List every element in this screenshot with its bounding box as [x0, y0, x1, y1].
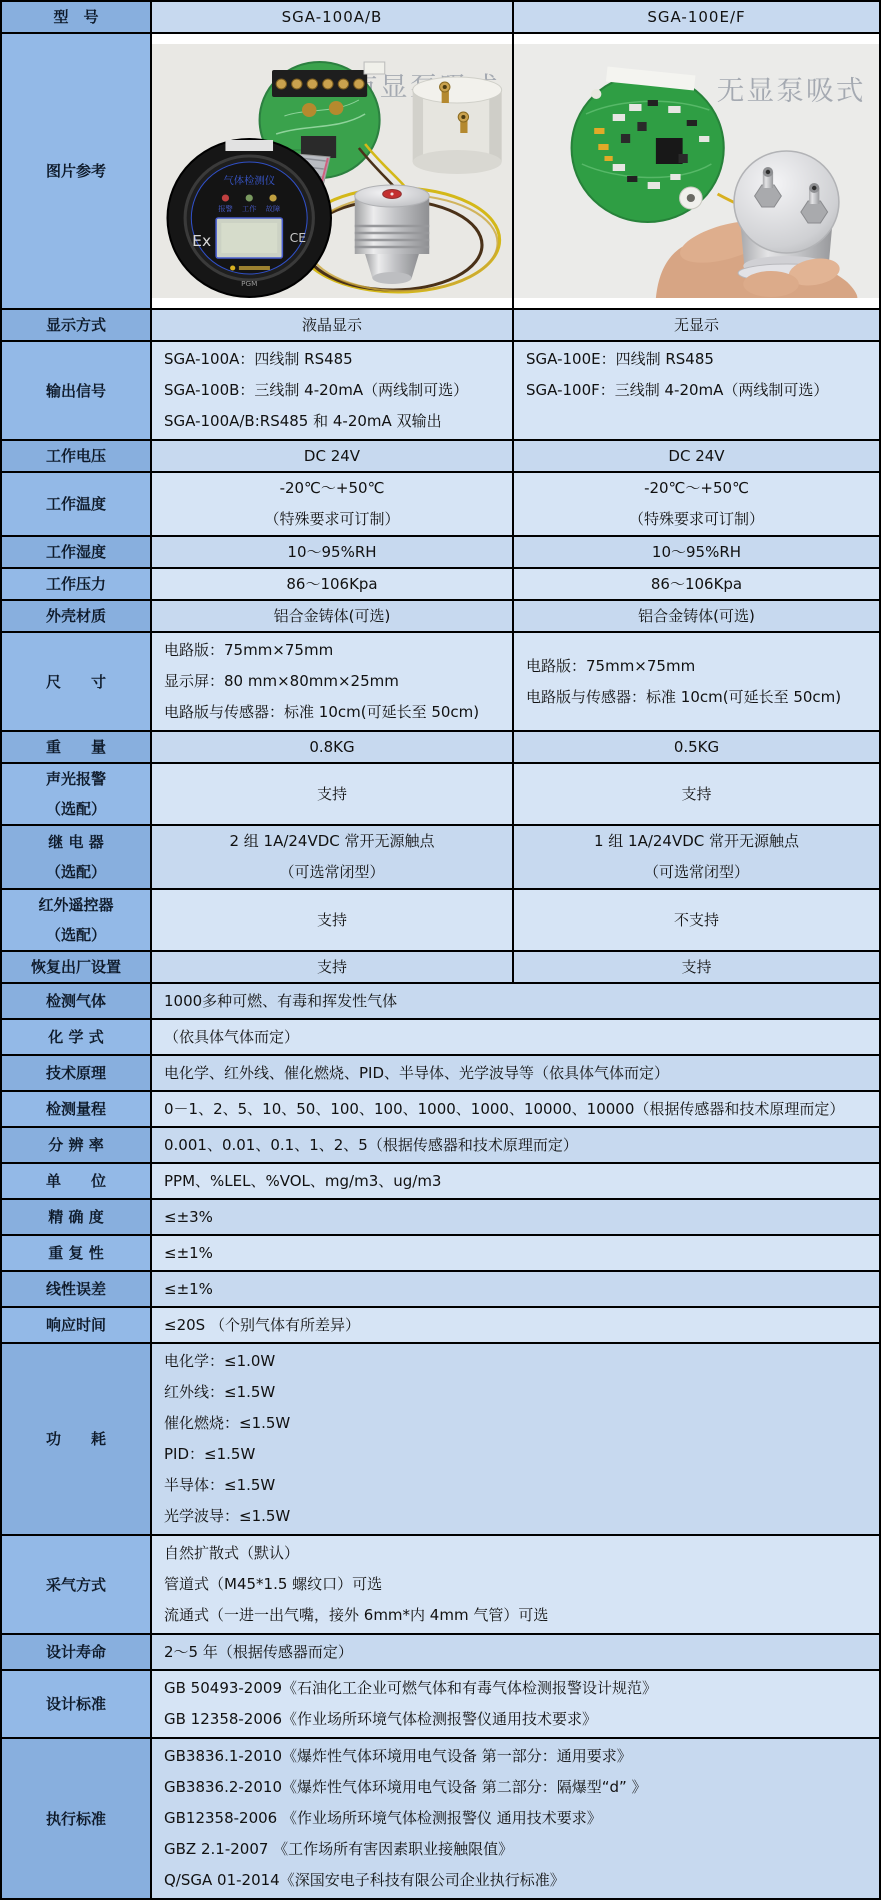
row-label-line1: 声光报警 — [45, 770, 106, 788]
value-b — [513, 341, 880, 440]
value-line: 光学波导：≤1.5W — [164, 1507, 291, 1525]
row-label: 化 学 式 — [1, 1019, 151, 1055]
value-b: 86～106Kpa — [513, 568, 880, 600]
value-b: 铝合金铸体(可选) — [513, 600, 880, 632]
row-label: 设计寿命 — [1, 1634, 151, 1670]
photo-row-label: 图片参考 — [1, 33, 151, 309]
value-line: 流通式（一进一出气嘴，接外 6mm*内 4mm 气管）可选 — [164, 1606, 549, 1624]
value-span — [151, 1738, 880, 1899]
spec-row-working-pressure — [1, 568, 880, 600]
value-line: PID：≤1.5W — [164, 1445, 256, 1463]
value-span: 1000多种可燃、有毒和挥发性气体 — [151, 983, 880, 1019]
value-span — [151, 1535, 880, 1634]
row-label — [1, 825, 151, 889]
value-line: 管道式（M45*1.5 螺纹口）可选 — [164, 1575, 383, 1593]
photo-row — [1, 33, 880, 309]
value-line: 显示屏：80 mm×80mm×25mm — [164, 672, 399, 690]
value-span: 0.001、0.01、0.1、1、2、5（根据传感器和技术原理而定） — [151, 1127, 880, 1163]
spec-row-factory-reset — [1, 951, 880, 983]
value-line: 自然扩散式（默认） — [164, 1544, 300, 1562]
row-label: 响应时间 — [1, 1307, 151, 1343]
value-a: DC 24V — [151, 440, 513, 472]
spec-row-working-voltage — [1, 440, 880, 472]
row-label: 检测量程 — [1, 1091, 151, 1127]
spec-row-shell-material — [1, 600, 880, 632]
row-label — [1, 889, 151, 951]
value-span: PPM、%LEL、%VOL、mg/m3、ug/m3 — [151, 1163, 880, 1199]
row-label: 技术原理 — [1, 1055, 151, 1091]
spec-row-ir-remote — [1, 889, 880, 951]
value-b: DC 24V — [513, 440, 880, 472]
value-b — [513, 825, 880, 889]
value-b: 无显示 — [513, 309, 880, 341]
row-label: 恢复出厂设置 — [1, 951, 151, 983]
row-label: 工作电压 — [1, 440, 151, 472]
value-line: 电路版与传感器：标准 10cm(可延长至 50cm) — [526, 687, 842, 706]
value-span: （依具体气体而定） — [151, 1019, 880, 1055]
value-line: SGA-100F：三线制 4-20mA（两线制可选） — [526, 381, 829, 399]
row-label — [1, 763, 151, 825]
row-label: 分 辨 率 — [1, 1127, 151, 1163]
row-label: 工作温度 — [1, 472, 151, 536]
model-name-b: SGA-100E/F — [513, 1, 880, 33]
spec-row-detection-range — [1, 1091, 880, 1127]
value-a: 支持 — [151, 889, 513, 951]
spec-row-unit — [1, 1163, 880, 1199]
value-a: 86～106Kpa — [151, 568, 513, 600]
spec-row-response-time — [1, 1307, 880, 1343]
value-line: SGA-100B：三线制 4-20mA（两线制可选） — [164, 381, 469, 399]
spec-row-weight — [1, 731, 880, 763]
spec-row-accuracy — [1, 1199, 880, 1235]
value-line: （可选常闭型） — [643, 863, 749, 881]
spec-row-technical-principle — [1, 1055, 880, 1091]
value-line: SGA-100A/B:RS485 和 4-20mA 双输出 — [164, 412, 442, 430]
row-label-line2: （选配） — [45, 926, 106, 944]
spec-row-power-consumption — [1, 1343, 880, 1535]
row-label: 外壳材质 — [1, 600, 151, 632]
product-photo-left-graphic — [152, 44, 512, 298]
value-line: （特殊要求可订制） — [628, 510, 764, 528]
row-label: 设计标准 — [1, 1670, 151, 1738]
product-photo-right — [513, 33, 880, 309]
value-line: 半导体：≤1.5W — [164, 1476, 276, 1494]
model-name-a: SGA-100A/B — [151, 1, 513, 33]
led-label-fault: 故障 — [265, 204, 281, 213]
value-a — [151, 472, 513, 536]
product-photo-right-graphic — [514, 44, 879, 298]
value-line: Q/SGA 01-2014《深国安电子科技有限公司企业执行标准》 — [164, 1871, 565, 1889]
value-b — [513, 472, 880, 536]
value-span: ≤20S （个别气体有所差异） — [151, 1307, 880, 1343]
detector-title: 气体检测仪 — [223, 176, 276, 187]
row-label: 单 位 — [1, 1163, 151, 1199]
row-label: 执行标准 — [1, 1738, 151, 1899]
value-line: 红外线：≤1.5W — [164, 1383, 276, 1401]
row-label: 输出信号 — [1, 341, 151, 440]
detector-graphic — [168, 139, 331, 297]
value-b: 不支持 — [513, 889, 880, 951]
value-a: 支持 — [151, 763, 513, 825]
spec-row-working-temperature — [1, 472, 880, 536]
value-b: 0.5KG — [513, 731, 880, 763]
row-label: 显示方式 — [1, 309, 151, 341]
value-span: ≤±1% — [151, 1235, 880, 1271]
value-line: GBZ 2.1-2007 《工作场所有害因素职业接触限值》 — [164, 1840, 514, 1858]
header-row — [1, 1, 880, 33]
spec-row-display-mode — [1, 309, 880, 341]
row-label: 重 复 性 — [1, 1235, 151, 1271]
value-a: 支持 — [151, 951, 513, 983]
row-label: 精 确 度 — [1, 1199, 151, 1235]
white-pump-cylinder-graphic — [413, 77, 502, 174]
value-a: 0.8KG — [151, 731, 513, 763]
value-span: 0－1、2、5、10、50、100、100、1000、1000、10000、10000（根据传感器和技术原理而定） — [151, 1091, 880, 1127]
row-label: 工作湿度 — [1, 536, 151, 568]
row-label-line1: 继 电 器 — [48, 833, 104, 851]
value-span: 2～5 年（根据传感器而定） — [151, 1634, 880, 1670]
spec-row-working-humidity — [1, 536, 880, 568]
value-a: 10～95%RH — [151, 536, 513, 568]
value-line: （可选常闭型） — [279, 863, 385, 881]
value-line: 电化学：≤1.0W — [164, 1352, 276, 1370]
led-label-work: 工作 — [242, 204, 257, 213]
row-label: 采气方式 — [1, 1535, 151, 1634]
watermark-right: 无显泵吸式 — [716, 76, 866, 107]
row-label-line1: 红外遥控器 — [38, 896, 114, 914]
spec-row-output-signal — [1, 341, 880, 440]
spec-row-relay — [1, 825, 880, 889]
value-line: -20℃～+50℃ — [279, 479, 385, 497]
spec-row-chemical-formula — [1, 1019, 880, 1055]
spec-row-repeatability — [1, 1235, 880, 1271]
value-line: GB3836.2-2010《爆炸性气体环境用电气设备 第二部分：隔爆型“d” 》 — [164, 1778, 647, 1796]
value-b: 支持 — [513, 951, 880, 983]
value-line: SGA-100E：四线制 RS485 — [526, 350, 714, 368]
value-line: GB 12358-2006《作业场所环境气体检测报警仪通用技术要求》 — [164, 1710, 597, 1728]
row-label: 检测气体 — [1, 983, 151, 1019]
ce-mark: CE — [289, 231, 307, 245]
value-line: GB 50493-2009《石油化工企业可燃气体和有毒气体检测报警设计规范》 — [164, 1679, 657, 1697]
ex-mark: Ex — [192, 232, 212, 250]
row-label: 重 量 — [1, 731, 151, 763]
value-line: 催化燃烧：≤1.5W — [164, 1414, 291, 1432]
spec-row-executive-standard — [1, 1738, 880, 1899]
value-line: 电路版：75mm×75mm — [164, 641, 334, 659]
spec-row-design-life — [1, 1634, 880, 1670]
value-span: ≤±1% — [151, 1271, 880, 1307]
row-label-line2: （选配） — [45, 800, 106, 818]
value-line: 2 组 1A/24VDC 常开无源触点 — [229, 832, 435, 850]
value-line: 电路版与传感器：标准 10cm(可延长至 50cm) — [164, 703, 480, 721]
value-line: GB12358-2006 《作业场所环境气体检测报警仪 通用技术要求》 — [164, 1809, 602, 1827]
model-header-label: 型 号 — [1, 1, 151, 33]
value-line: -20℃～+50℃ — [644, 479, 749, 497]
spec-row-resolution — [1, 1127, 880, 1163]
value-span: ≤±3% — [151, 1199, 880, 1235]
value-a: 铝合金铸体(可选) — [151, 600, 513, 632]
value-line: 1 组 1A/24VDC 常开无源触点 — [593, 832, 800, 850]
value-a: 液晶显示 — [151, 309, 513, 341]
spec-row-linearity-error — [1, 1271, 880, 1307]
row-label: 尺 寸 — [1, 632, 151, 731]
row-label: 线性误差 — [1, 1271, 151, 1307]
value-b: 10～95%RH — [513, 536, 880, 568]
value-line: （特殊要求可订制） — [264, 510, 400, 528]
value-a — [151, 825, 513, 889]
value-span — [151, 1343, 880, 1535]
value-span: 电化学、红外线、催化燃烧、PID、半导体、光学波导等（依具体气体而定） — [151, 1055, 880, 1091]
row-label-line2: （选配） — [45, 863, 106, 881]
pgm-label: PGM — [241, 279, 258, 288]
value-a — [151, 632, 513, 731]
value-line: 电路版：75mm×75mm — [526, 656, 696, 675]
spec-row-detected-gas — [1, 983, 880, 1019]
spec-row-audible-visual-alarm — [1, 763, 880, 825]
value-b — [513, 632, 880, 731]
spec-row-sampling-method — [1, 1535, 880, 1634]
row-label: 工作压力 — [1, 568, 151, 600]
spec-row-dimensions — [1, 632, 880, 731]
value-line: GB3836.1-2010《爆炸性气体环境用电气设备 第一部分：通用要求》 — [164, 1747, 632, 1765]
row-label: 功 耗 — [1, 1343, 151, 1535]
spec-row-design-standard — [1, 1670, 880, 1738]
value-a — [151, 341, 513, 440]
value-b: 支持 — [513, 763, 880, 825]
value-span — [151, 1670, 880, 1738]
led-label-alarm: 报警 — [218, 204, 233, 213]
value-line: SGA-100A：四线制 RS485 — [164, 350, 353, 368]
product-photo-left — [151, 33, 513, 309]
